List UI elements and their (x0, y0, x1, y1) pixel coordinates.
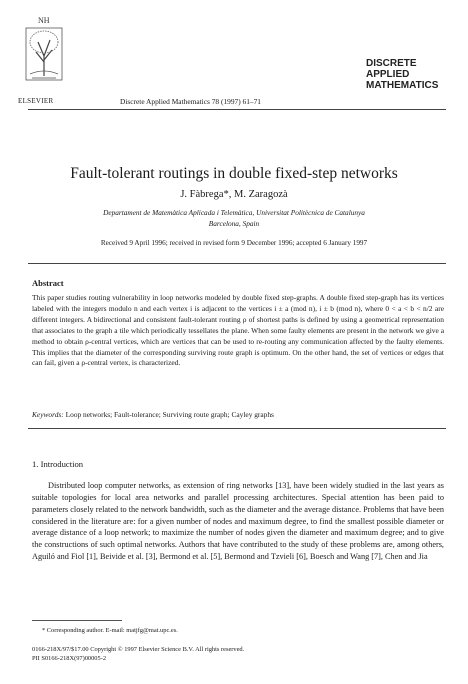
keywords-text: Loop networks; Fault-tolerance; Surviving route graph; Cayley graphs (65, 410, 274, 419)
footnote-rule (32, 620, 122, 621)
footnote: * Corresponding author. E-mail: matjfg@mat.upc.es. (42, 627, 178, 634)
abstract-bottom-rule (28, 428, 446, 429)
publisher-name: ELSEVIER (18, 97, 54, 105)
article-dates: Received 9 April 1996; received in revised form 9 December 1996; accepted 6 January 1997 (100, 239, 368, 247)
abstract-text: This paper studies routing vulnerability in loop networks modeled by double fixed step-graphs. A double fixed step-graph has its vertices labeled with the integers modulo n and each vertex i is adjacent to the vertices i ± a (mod n), i ± b (mod n), where 0 < a < b < n/2 are different integers. A bidirectional and consistent fault-tolerant routing ρ of shortest paths is defined by using a geometrical representation that associates to the graph a tile which periodically tessellates the plane. When some faulty elements are present in the network we give a method to obtain ρ-central vertices, which are vertices that can be used to re-routing any communication affected by the faulty elements. This implies that the diameter of the corresponding surviving route graph is optimum. On the other hand, the set of vertices or edges that can fail, given a ρ-central vertex, is characterized. (32, 293, 444, 368)
copyright-line-1: 0166-218X/97/$17.00 Copyright © 1997 Elsevier Science B.V. All rights reserved. (32, 646, 245, 653)
header-rule (28, 109, 446, 110)
journal-reference: Discrete Applied Mathematics 78 (1997) 61–71 (120, 97, 262, 106)
journal-brand (366, 58, 458, 91)
affiliation-line-2: Barcelona, Spain (208, 219, 260, 228)
abstract-top-rule (28, 263, 446, 264)
author-affiliation (0, 207, 468, 229)
section-heading-introduction: 1. Introduction (32, 459, 84, 469)
article-authors: J. Fàbrega*, M. Zaragozà (180, 189, 288, 200)
copyright-block (32, 645, 244, 663)
affiliation-line-1: Departament de Matemàtica Aplicada i Telemàtica, Universitat Politècnica de Catalunya (103, 208, 365, 217)
elsevier-logo (22, 14, 66, 94)
svg-text:NH: NH (38, 16, 50, 25)
elsevier-tree-icon (22, 14, 66, 94)
article-title: Fault-tolerant routings in double fixed-step networks (70, 165, 398, 182)
abstract-heading: Abstract (32, 278, 64, 288)
copyright-line-2: PII S0166-218X(97)00005-2 (32, 655, 107, 662)
brand-line-3: MATHEMATICS (366, 80, 439, 91)
brand-line-1: DISCRETE (366, 58, 417, 69)
introduction-text: Distributed loop computer networks, as extension of ring networks [13], have been widely studied in the last years as suitable topologies for local area networks and parallel processing architectures. Special attention has been paid to parameters closely related to the network bandwidth, such as the diameter and the average distance. Problems that have been considered in the literature are: for a given number of nodes and maximum degree, to find the smallest possible diameter or average distance of a loop network; to maximize the number of nodes given the diameter and maximum degree; and to give the constructions of such optimal networks. Authors that have contributed to the study of these problems are, among others, Aguiló and Fiol [1], Beivide et al. [3], Bermond et al. [5], Bermond and Tzvieli [6], Boesch and Wang [7], Chen and Jia (32, 481, 444, 562)
keywords-label: Keywords: (32, 410, 64, 419)
brand-line-2: APPLIED (366, 69, 410, 80)
keywords (32, 410, 444, 419)
